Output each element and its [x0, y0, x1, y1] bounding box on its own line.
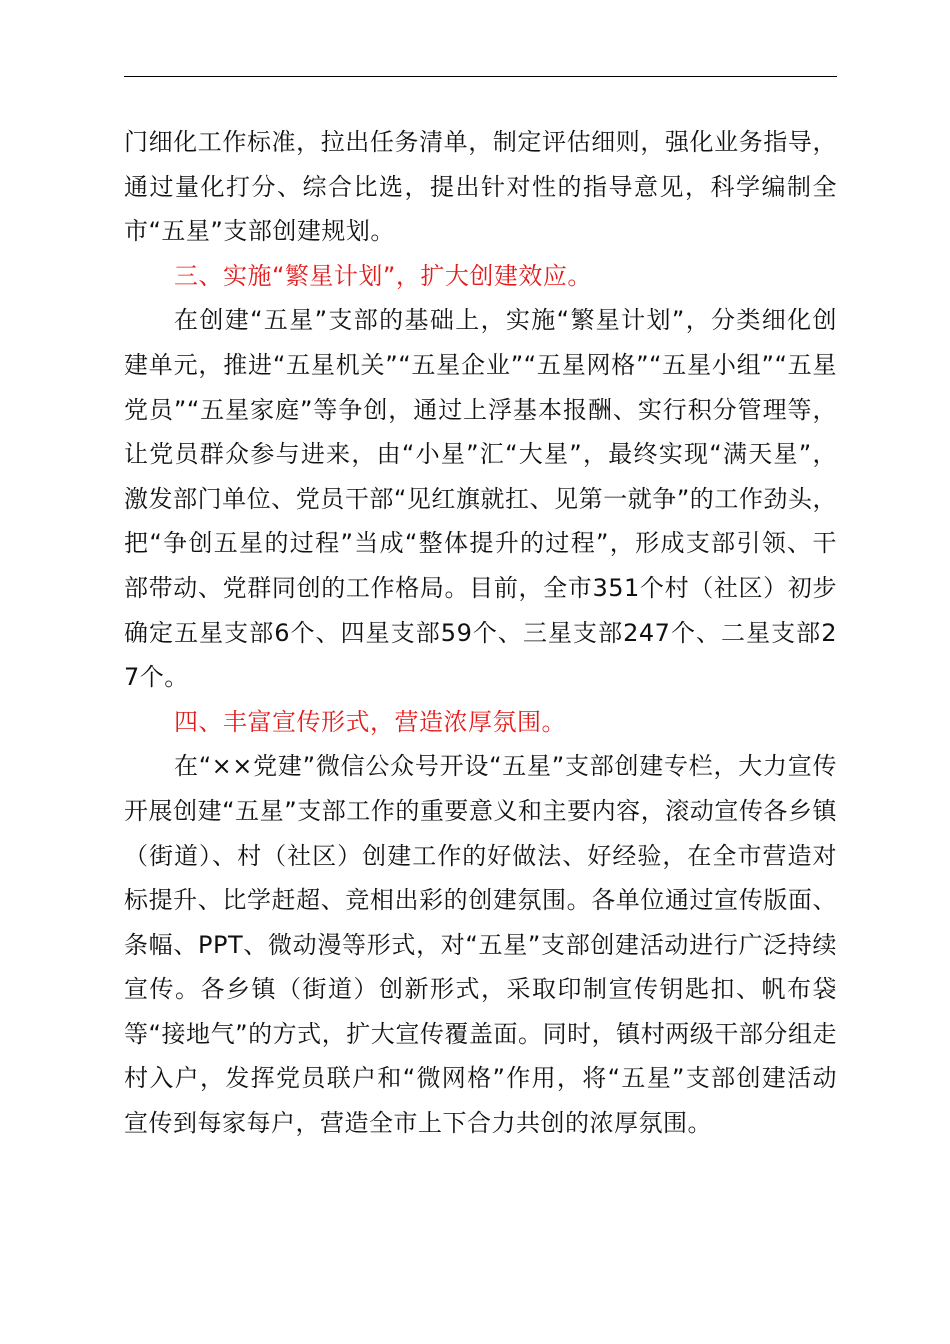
section-heading-four: 四、丰富宣传形式，营造浓厚氛围。: [174, 707, 566, 736]
paragraph-fanxing-plan: 在创建“五星”支部的基础上，实施“繁星计划”，分类细化创建单元，推进“五星机关”“五星企业”“五星网格”“五星小组”“五星党员”“五星家庭”等争创，通过上浮基本报酬、实行积分管理等，让党员群众参与进来，由“小星”汇“大星”，最终实现“满天星”，激发部门单位、党员干部“见红旗就扛、见第一就争”的工作劲头，把“争创五星的过程”当成“整体提升的过程”，形成支部引领、干部带动、党群同创的工作格局。目前，全市351个村（社区）初步确定五星支部6个、四星支部59个、三星支部247个、二星支部27个。: [124, 306, 837, 692]
document-body: [124, 120, 837, 1146]
paragraph-publicity: 在“××党建”微信公众号开设“五星”支部创建专栏，大力宣传开展创建“五星”支部工作的重要意义和主要内容，滚动宣传各乡镇（街道）、村（社区）创建工作的好做法、好经验，在全市营造对标提升、比学赶超、竞相出彩的创建氛围。各单位通过宣传版面、条幅、PPT、微动漫等形式，对“五星”支部创建活动进行广泛持续宣传。各乡镇（街道）创新形式，采取印制宣传钥匙扣、帆布袋等“接地气”的方式，扩大宣传覆盖面。同时，镇村两级干部分组走村入户，发挥党员联户和“微网格”作用，将“五星”支部创建活动宣传到每家每户，营造全市上下合力共创的浓厚氛围。: [124, 752, 837, 1138]
header-rule: [124, 76, 837, 77]
section-heading-three: 三、实施“繁星计划”，扩大创建效应。: [174, 261, 592, 290]
paragraph-continuation: 门细化工作标准，拉出任务清单，制定评估细则，强化业务指导，通过量化打分、综合比选，提出针对性的指导意见，科学编制全市“五星”支部创建规划。: [124, 128, 837, 246]
